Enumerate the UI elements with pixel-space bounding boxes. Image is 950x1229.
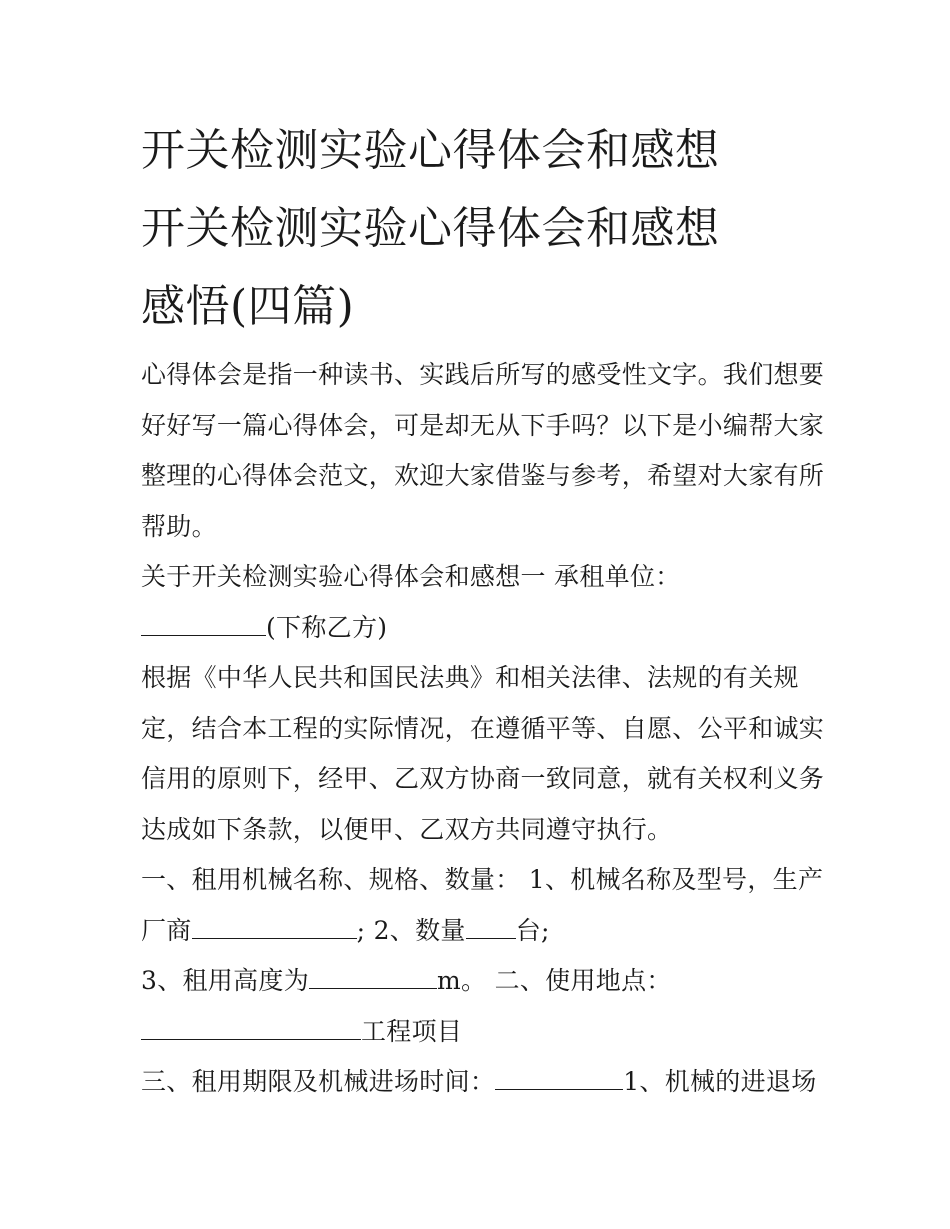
clause-3	[141, 1057, 821, 1108]
height-blank	[309, 970, 437, 989]
clause-1-line-1: 一、租用机械名称、规格、数量： 1、机械名称及型号，生产	[141, 865, 824, 894]
section-heading	[141, 552, 821, 603]
clause-1-line-4	[141, 1007, 821, 1058]
document-title	[141, 112, 821, 346]
basis-line-2: 定，结合本工程的实际情况，在遵循平等、自愿、公平和诚实	[141, 713, 825, 743]
height-unit-and-location: m。 二、使用地点：	[437, 966, 672, 995]
manufacturer-label: 厂商	[141, 915, 192, 945]
manufacturer-blank	[192, 920, 357, 939]
term-suffix: 1、机械的进退场	[623, 1067, 817, 1096]
clause-1	[141, 855, 824, 1057]
intro-line-3: 整理的心得体会范文，欢迎大家借鉴与参考，希望对大家有所	[141, 461, 825, 490]
basis-line-3: 信用的原则下，经甲、乙双方协商一致同意，就有关权利义务	[141, 764, 825, 793]
quantity-label: ; 2、数量	[356, 915, 466, 945]
intro-paragraph	[141, 350, 825, 552]
project-blank	[141, 1021, 361, 1040]
clause-1-line-3	[141, 956, 821, 1007]
intro-line-2: 好好写一篇心得体会，可是却无从下手吗？以下是小编帮大家	[141, 410, 825, 440]
basis-paragraph	[141, 653, 825, 855]
title-line-2: 开关检测实验心得体会和感想	[141, 203, 720, 254]
section-1-heading: 关于开关检测实验心得体会和感想一 承租单位：	[141, 562, 681, 591]
title-line-3: 感悟(四篇)	[141, 281, 355, 332]
term-blank	[495, 1071, 623, 1090]
intro-line-1: 心得体会是指一种读书、实践后所写的感受性文字。我们想要	[141, 360, 825, 389]
quantity-blank	[466, 920, 516, 939]
party-b-suffix: (下称乙方)	[266, 612, 388, 642]
clause-1-line-2	[141, 906, 821, 957]
height-label: 3、租用高度为	[141, 966, 310, 995]
quantity-unit: 台;	[515, 915, 550, 945]
basis-line-4: 达成如下条款，以便甲、乙双方共同遵守执行。	[141, 814, 673, 844]
intro-line-4: 帮助。	[141, 511, 217, 541]
party-b-blank	[141, 617, 266, 636]
basis-line-1: 根据《中华人民共和国民法典》和相关法律、法规的有关规	[141, 663, 799, 692]
project-label: 工程项目	[361, 1016, 463, 1046]
term-label: 三、租用期限及机械进场时间：	[141, 1067, 496, 1096]
document-page	[141, 112, 825, 1108]
title-line-1: 开关检测实验心得体会和感想	[141, 125, 720, 176]
party-b-row	[141, 603, 821, 654]
party-b-line	[141, 603, 821, 654]
clause-3-line-1	[141, 1057, 821, 1108]
